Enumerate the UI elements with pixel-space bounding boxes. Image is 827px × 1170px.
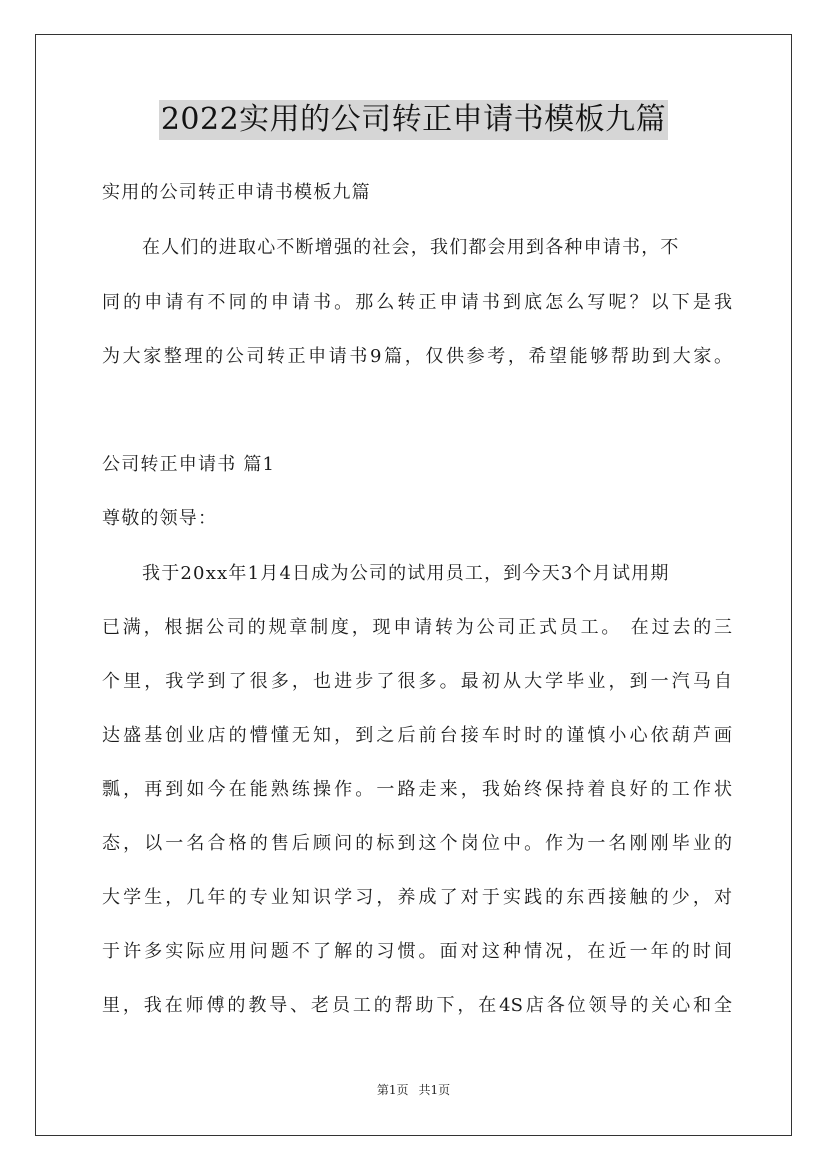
- salutation: 尊敬的领导：: [102, 508, 218, 529]
- page-number: 第1页: [376, 1083, 409, 1097]
- body-line-2: 已满，根据公司的规章制度，现申请转为公司正式员工。 在过去的三: [102, 617, 732, 638]
- body-line-6: 态，以一名合格的售后顾问的标到这个岗位中。作为一名刚刚毕业的: [102, 833, 732, 854]
- body-line-1: 我于20xx年1月4日成为公司的试用员工，到今天3个月试用期: [142, 563, 670, 584]
- body-line-9: 里，我在师傅的教导、老员工的帮助下，在4S店各位领导的关心和全: [102, 995, 732, 1016]
- body-line-3: 个里，我学到了很多，也进步了很多。最初从大学毕业，到一汽马自: [102, 671, 732, 692]
- body-line-7: 大学生，几年的专业知识学习，养成了对于实践的东西接触的少，对: [102, 887, 732, 908]
- intro-line-1: 在人们的进取心不断增强的社会，我们都会用到各种申请书，不: [142, 237, 680, 258]
- intro-line-2: 同的申请有不同的申请书。那么转正申请书到底怎么写呢？以下是我: [102, 292, 732, 313]
- body-line-8: 于许多实际应用问题不了解的习惯。面对这种情况，在近一年的时间: [102, 941, 732, 962]
- document-subtitle: 实用的公司转正申请书模板九篇: [102, 182, 371, 203]
- title-container: [0, 100, 827, 140]
- page-total: 共1页: [418, 1083, 451, 1097]
- page-footer: [0, 1082, 827, 1098]
- intro-line-3: 为大家整理的公司转正申请书9篇，仅供参考，希望能够帮助到大家。: [102, 346, 732, 367]
- body-line-4: 达盛基创业店的懵懂无知，到之后前台接车时时的谨慎小心依葫芦画: [102, 725, 732, 746]
- section-heading: 公司转正申请书 篇1: [102, 454, 276, 475]
- body-line-5: 瓢，再到如今在能熟练操作。一路走来，我始终保持着良好的工作状: [102, 779, 732, 800]
- document-title: 2022实用的公司转正申请书模板九篇: [159, 100, 668, 140]
